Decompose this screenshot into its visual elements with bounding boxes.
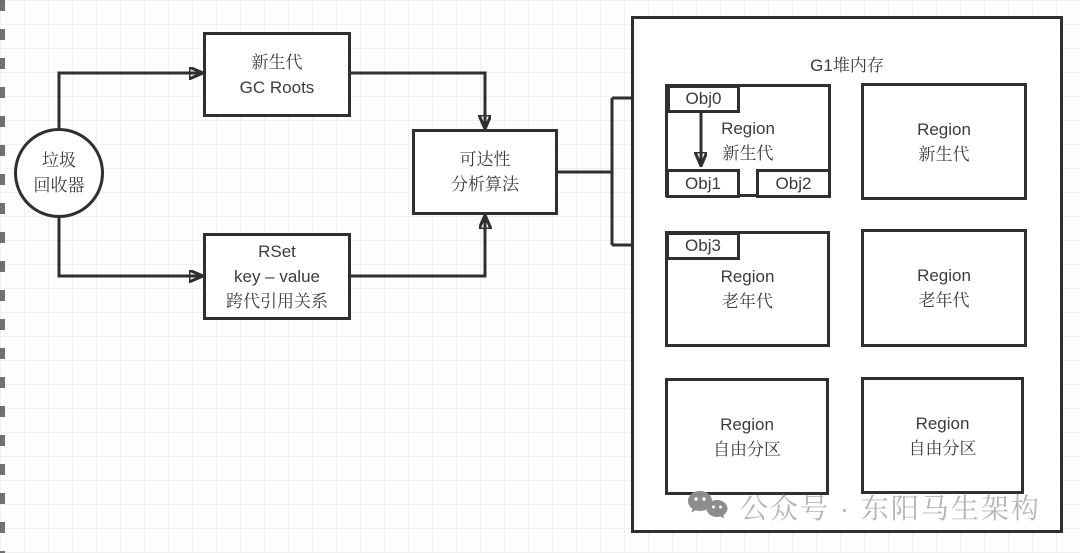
region-free-right [861, 377, 1024, 494]
region-young-right-line2: 新生代 [918, 144, 970, 164]
region-old-right-line1: Region [917, 266, 971, 285]
g1-heap-title: G1堆内存 [810, 56, 884, 75]
rset-label-line3: 跨代引用关系 [226, 292, 328, 311]
obj1-cell: Obj1 [666, 169, 740, 198]
obj0-cell: Obj0 [667, 85, 740, 113]
young-gen-label-line1: 新生代 [251, 52, 303, 72]
region-old-left-line1: Region [720, 267, 775, 286]
young-gen-gc-roots-node [203, 32, 351, 117]
arrow-collector-to-young [59, 73, 203, 129]
region-young-right [861, 83, 1027, 200]
arrow-rset-to-reachability [351, 215, 485, 276]
obj3-cell: Obj3 [666, 232, 740, 260]
region-free-left-line1: Region [720, 414, 774, 434]
region-old-right [861, 229, 1027, 347]
region-young-right-line1: Region [917, 119, 971, 139]
arrow-young-to-reachability [351, 73, 485, 129]
rset-node [203, 233, 351, 320]
region-young-left-line2: 新生代 [722, 143, 774, 163]
rset-label-line2: key – value [234, 267, 320, 286]
garbage-collector-node [14, 128, 104, 218]
region-old-left-line2: 老年代 [722, 292, 773, 311]
obj2-cell: Obj2 [756, 169, 831, 198]
arrow-collector-to-rset [59, 217, 203, 276]
garbage-collector-label-line2: 回收器 [33, 176, 85, 195]
reachability-label-line1: 可达性 [459, 150, 511, 169]
region-old-right-line2: 老年代 [918, 291, 970, 310]
reachability-analysis-node [412, 129, 558, 215]
region-free-right-line1: Region [915, 413, 970, 433]
watermark-text: 公众号 · 东阳马生架构 [740, 493, 1041, 524]
rset-label-line1: RSet [258, 242, 296, 261]
reachability-label-line2: 分析算法 [451, 175, 519, 194]
region-free-left-line2: 自由分区 [713, 439, 781, 459]
region-free-right-line2: 自由分区 [908, 438, 977, 458]
young-gen-label-line2: GC Roots [239, 77, 315, 97]
garbage-collector-label-line1: 垃圾 [42, 151, 76, 170]
region-young-left-line1: Region [721, 118, 775, 138]
region-free-left [665, 378, 829, 495]
